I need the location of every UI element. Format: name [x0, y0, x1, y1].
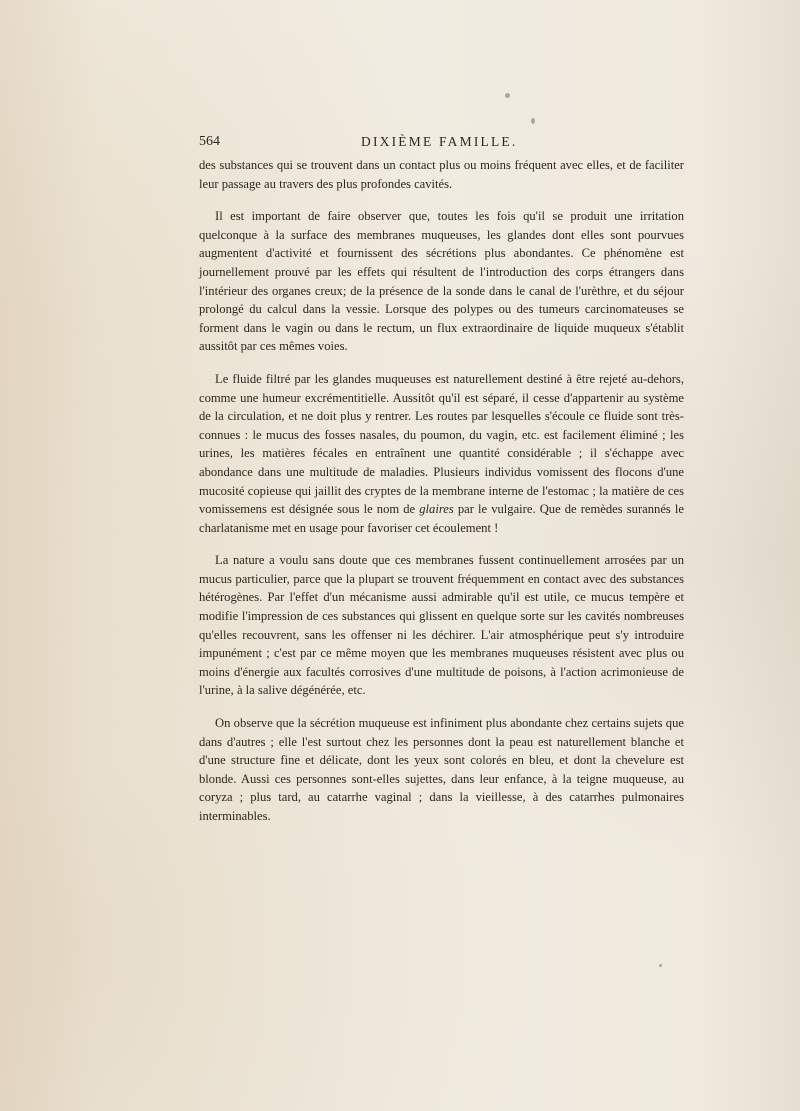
paragraph-text: par le vulgaire. Que de remèdes surannés le charlatanisme met en usage pour favoriser cet écoulement ! — [199, 502, 684, 535]
ink-smudge — [659, 964, 662, 967]
paragraph: des substances qui se trouvent dans un contact plus ou moins fréquent avec elles, et de faciliter leur passage au travers des plus profondes cavités. — [199, 158, 684, 191]
chapter-title: DIXIÈME FAMILLE. — [361, 134, 518, 149]
italic-term: glaires — [419, 502, 454, 517]
paragraph-text: Le fluide filtré par les glandes muqueuses est naturellement destiné à être rejeté au-dehors, comme une humeur excrémentitielle. Aussitôt qu'il est séparé, il cesse d'appartenir au système de la circulation, et ne doit plus y rentrer. Les routes par lesquelles s'écoule ce fluide sont très-connues : le mucus des fosses nasales, du poumon, du vagin, etc. est facilement éliminé ; les urines, les matières fécales en entraînent une quantité considérable ; il s'échappe avec abondance dans une multitude de maladies. Plusieurs individus vomissent des flocons d'une mucosité copieuse qui jaillit des cryptes de la membrane interne de l'estomac ; la matière de ces vomissemens est désignée sous le nom de — [199, 371, 684, 517]
paragraph: On observe que la sécrétion muqueuse est infiniment plus abondante chez certains sujets que dans d'autres ; elle l'est surtout chez les personnes dont la peau est naturellement blanche et d'une structure fine et délicate, dont les yeux sont colorés en bleu, et dont la chevelure est blonde. Aussi ces personnes sont-elles sujettes, dans leur enfance, à la teigne muqueuse, au coryza ; plus tard, au catarrhe vaginal ; dans la vieillesse, à des catarrhes pulmonaires interminables. — [199, 716, 684, 823]
text-block — [199, 130, 684, 840]
running-head — [199, 130, 684, 156]
paragraph: Il est important de faire observer que, toutes les fois qu'il se produit une irritation quelconque à la surface des membranes muqueuses, les glandes dont elles sont pourvues augmentent d'activité et fournissent des sécrétions plus abondantes. Ce phénomène est journellement prouvé par les effets qui résultent de l'introduction des corps étrangers dans l'intérieur des organes creux; de la présence de la sonde dans le canal de l'urèthre, et du séjour prolongé du calcul dans la vessie. Lorsque des polypes ou des tumeurs carcinomateuses se forment dans le vagin ou dans le rectum, un flux extraordinaire de liquide muqueux s'établit aussitôt par ces mêmes voies. — [199, 209, 684, 354]
page-number: 564 — [199, 134, 220, 149]
paragraph — [199, 370, 684, 537]
ink-smudge — [505, 93, 510, 98]
ink-smudge — [531, 118, 535, 124]
paragraph: La nature a voulu sans doute que ces membranes fussent continuellement arrosées par un mucus particulier, parce que la plupart se trouvent fréquemment en contact avec des substances hétérogènes. Par l'effet d'un mécanisme aussi admirable qu'il est utile, ce mucus tempère et modifie l'impression de ces substances qui glissent en quelque sorte sur les cavités nombreuses qu'elles recouvrent, sans les offenser ni les déchirer. L'air atmosphérique peut s'y introduire impunément ; c'est par ce même moyen que les membranes muqueuses résistent avec plus ou moins d'énergie aux facultés corrosives d'une multitude de poisons, à l'action acrimonieuse de l'urine, à la salive dégénérée, etc. — [199, 553, 684, 698]
